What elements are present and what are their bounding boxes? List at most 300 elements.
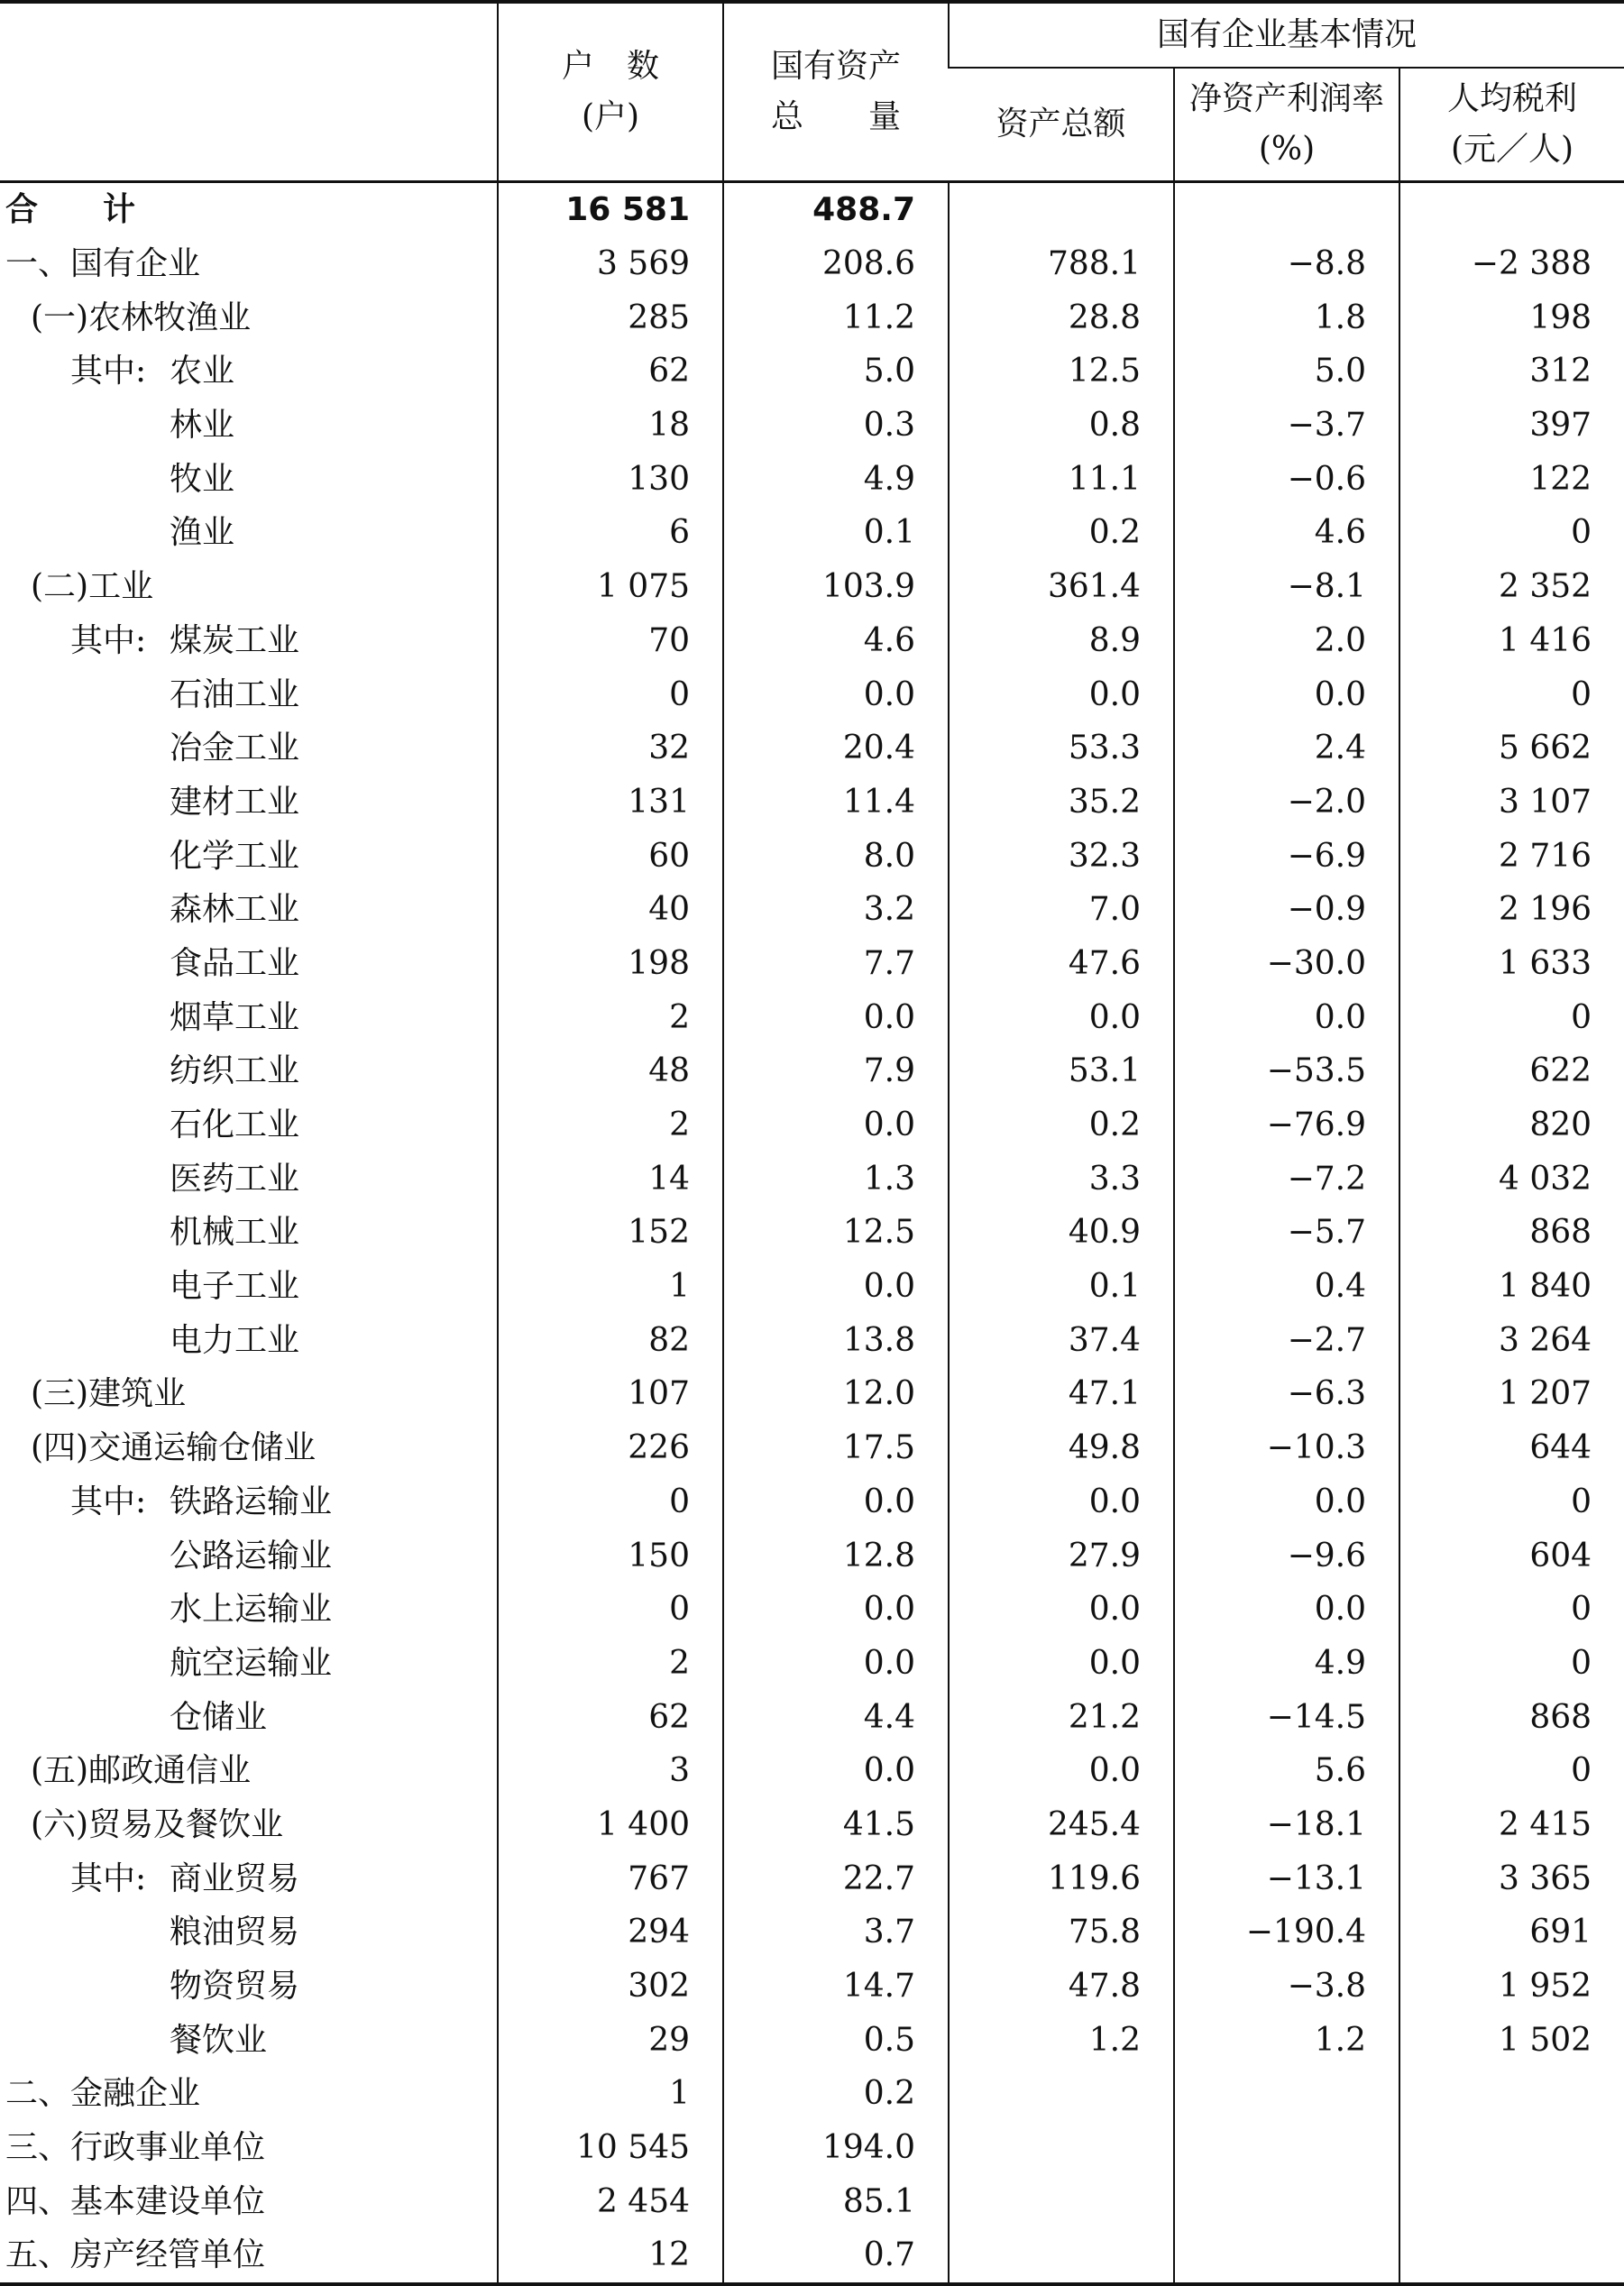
cell-tax: 1 502 (1399, 2013, 1624, 2067)
row-label-text: 纺织工业 (170, 1052, 300, 1090)
row-label-text: 合 计 (5, 190, 136, 229)
table-row (0, 1851, 1624, 1905)
row-label-text: 医药工业 (170, 1160, 300, 1198)
cell-total-assets: 245.4 (949, 1798, 1174, 1852)
row-label-text: 公路运输业 (170, 1537, 333, 1574)
row-label-text: 牧业 (170, 460, 235, 498)
row-label-text: 四、基本建设单位 (5, 2182, 266, 2220)
table-row (0, 344, 1624, 399)
cell-tax: 122 (1399, 452, 1624, 506)
table-body (0, 182, 1624, 2284)
header-soe-group: 国有企业基本情况 (949, 2, 1624, 68)
cell-total-assets: 47.8 (949, 1960, 1174, 2014)
table-row (0, 776, 1624, 830)
row-label-text: (四)交通运输仓储业 (31, 1429, 317, 1467)
table-row (0, 1583, 1624, 1637)
cell-net-return: 0.0 (1174, 667, 1399, 721)
cell-assets: 0.0 (723, 667, 949, 721)
cell-net-return: −6.3 (1174, 1367, 1399, 1421)
cell-assets: 103.9 (723, 560, 949, 614)
cell-net-return: −8.8 (1174, 237, 1399, 291)
row-label-text: 一、国有企业 (5, 245, 201, 283)
cell-total-assets: 28.8 (949, 290, 1174, 344)
cell-tax: 2 415 (1399, 1798, 1624, 1852)
row-label-text: 物资贸易 (170, 1968, 300, 2006)
row-label (0, 1367, 498, 1421)
row-label-prefix: 其中: (70, 1483, 147, 1520)
row-label (0, 1098, 498, 1152)
table-row (0, 452, 1624, 506)
row-label (0, 399, 498, 453)
cell-assets: 13.8 (723, 1313, 949, 1367)
cell-tax: 0 (1399, 1637, 1624, 1691)
table-row (0, 2121, 1624, 2175)
cell-total-assets: 0.0 (949, 1583, 1174, 1637)
cell-assets: 0.2 (723, 2067, 949, 2121)
row-label (0, 1637, 498, 1691)
cell-total-assets: 47.6 (949, 937, 1174, 991)
header-households (498, 2, 723, 182)
cell-tax: 868 (1399, 1206, 1624, 1260)
cell-assets: 0.0 (723, 1744, 949, 1798)
cell-households: 62 (498, 344, 723, 399)
cell-net-return: −14.5 (1174, 1690, 1399, 1744)
cell-tax: 0 (1399, 1475, 1624, 1529)
row-label-text: 烟草工业 (170, 998, 300, 1036)
row-label-prefix: 其中: (70, 353, 147, 390)
row-label-text: 建材工业 (170, 783, 300, 821)
row-label (0, 937, 498, 991)
cell-tax (1399, 182, 1624, 237)
row-label (0, 1206, 498, 1260)
cell-assets: 7.9 (723, 1044, 949, 1098)
cell-assets: 1.3 (723, 1152, 949, 1206)
row-label (0, 182, 498, 237)
cell-households: 10 545 (498, 2121, 723, 2175)
cell-tax: 0 (1399, 667, 1624, 721)
header-tax-line1: 人均税利 (1447, 80, 1578, 117)
row-label-text: (五)邮政通信业 (31, 1752, 252, 1790)
row-label-text: (三)建筑业 (31, 1375, 187, 1413)
cell-total-assets: 0.0 (949, 667, 1174, 721)
cell-tax: 1 840 (1399, 1260, 1624, 1314)
cell-net-return: −9.6 (1174, 1529, 1399, 1583)
cell-total-assets: 27.9 (949, 1529, 1174, 1583)
cell-tax (1399, 2121, 1624, 2175)
cell-tax: 397 (1399, 399, 1624, 453)
cell-total-assets (949, 2121, 1174, 2175)
table-row (0, 721, 1624, 776)
cell-tax: 868 (1399, 1690, 1624, 1744)
cell-assets: 0.1 (723, 506, 949, 560)
table-row (0, 1206, 1624, 1260)
row-label (0, 1744, 498, 1798)
cell-assets: 5.0 (723, 344, 949, 399)
row-label (0, 1905, 498, 1960)
cell-households: 198 (498, 937, 723, 991)
row-label-text: 森林工业 (170, 891, 300, 929)
header-net-return (1174, 68, 1399, 182)
cell-total-assets: 119.6 (949, 1851, 1174, 1905)
cell-net-return: −7.2 (1174, 1152, 1399, 1206)
cell-assets: 0.0 (723, 990, 949, 1044)
cell-assets: 12.5 (723, 1206, 949, 1260)
cell-tax: 820 (1399, 1098, 1624, 1152)
cell-total-assets: 788.1 (949, 237, 1174, 291)
row-label (0, 1851, 498, 1905)
cell-tax: 1 952 (1399, 1960, 1624, 2014)
row-label (0, 1313, 498, 1367)
table-row (0, 560, 1624, 614)
row-label-text: 冶金工业 (170, 730, 300, 767)
table-row (0, 990, 1624, 1044)
cell-tax: 0 (1399, 506, 1624, 560)
cell-households: 2 (498, 1637, 723, 1691)
cell-net-return: 4.6 (1174, 506, 1399, 560)
cell-assets: 488.7 (723, 182, 949, 237)
cell-assets: 0.0 (723, 1098, 949, 1152)
cell-assets: 0.3 (723, 399, 949, 453)
header-total-assets (949, 68, 1174, 182)
cell-net-return: −6.9 (1174, 829, 1399, 883)
table-row (0, 2067, 1624, 2121)
row-label (0, 1260, 498, 1314)
cell-total-assets (949, 2174, 1174, 2228)
table-row (0, 2013, 1624, 2067)
cell-tax: 644 (1399, 1421, 1624, 1475)
table-row (0, 1260, 1624, 1314)
cell-tax: −2 388 (1399, 237, 1624, 291)
row-label (0, 2067, 498, 2121)
cell-households: 0 (498, 667, 723, 721)
row-label-text: 铁路运输业 (170, 1483, 333, 1520)
cell-households: 16 581 (498, 182, 723, 237)
cell-net-return: 0.0 (1174, 990, 1399, 1044)
cell-tax: 0 (1399, 990, 1624, 1044)
cell-households: 302 (498, 1960, 723, 2014)
row-label (0, 237, 498, 291)
row-label (0, 614, 498, 668)
table-row (0, 1044, 1624, 1098)
cell-assets: 4.9 (723, 452, 949, 506)
row-label (0, 1529, 498, 1583)
cell-assets: 0.0 (723, 1637, 949, 1691)
cell-assets: 0.0 (723, 1583, 949, 1637)
cell-tax (1399, 2174, 1624, 2228)
cell-assets: 17.5 (723, 1421, 949, 1475)
row-label-header (0, 2, 498, 182)
cell-households: 285 (498, 290, 723, 344)
table-row (0, 1475, 1624, 1529)
table-row (0, 1529, 1624, 1583)
row-label-text: (六)贸易及餐饮业 (31, 1805, 284, 1843)
cell-households: 32 (498, 721, 723, 776)
cell-tax (1399, 2067, 1624, 2121)
cell-households: 1 (498, 1260, 723, 1314)
row-label-prefix: 其中: (70, 621, 147, 659)
row-label (0, 883, 498, 937)
table-row (0, 1098, 1624, 1152)
row-label-text: 林业 (170, 407, 235, 445)
row-label (0, 452, 498, 506)
row-label (0, 506, 498, 560)
cell-total-assets: 361.4 (949, 560, 1174, 614)
cell-households: 1 (498, 2067, 723, 2121)
cell-households: 70 (498, 614, 723, 668)
row-label (0, 776, 498, 830)
header-state-assets (723, 2, 949, 182)
cell-assets: 11.2 (723, 290, 949, 344)
cell-net-return: 0.0 (1174, 1583, 1399, 1637)
cell-tax: 2 196 (1399, 883, 1624, 937)
cell-total-assets: 47.1 (949, 1367, 1174, 1421)
cell-assets: 0.0 (723, 1475, 949, 1529)
row-label-text: 餐饮业 (170, 2021, 268, 2059)
header-households-line1: 户 数 (561, 48, 659, 85)
cell-total-assets: 40.9 (949, 1206, 1174, 1260)
cell-tax: 3 107 (1399, 776, 1624, 830)
row-label (0, 1152, 498, 1206)
table-row (0, 1690, 1624, 1744)
cell-net-return (1174, 2067, 1399, 2121)
cell-assets: 22.7 (723, 1851, 949, 1905)
row-label-text: 电力工业 (170, 1321, 300, 1359)
cell-net-return: −8.1 (1174, 560, 1399, 614)
cell-households: 767 (498, 1851, 723, 1905)
cell-tax: 1 633 (1399, 937, 1624, 991)
header-net-return-line2: (%) (1258, 131, 1316, 168)
cell-assets: 0.7 (723, 2228, 949, 2284)
row-label-prefix: 其中: (70, 1859, 147, 1897)
cell-households: 0 (498, 1583, 723, 1637)
cell-households: 0 (498, 1475, 723, 1529)
row-label-text: 二、金融企业 (5, 2075, 201, 2113)
row-label-text: 石油工业 (170, 675, 300, 713)
cell-net-return: −0.9 (1174, 883, 1399, 937)
cell-assets: 11.4 (723, 776, 949, 830)
cell-assets: 8.0 (723, 829, 949, 883)
cell-households: 18 (498, 399, 723, 453)
cell-tax: 4 032 (1399, 1152, 1624, 1206)
row-label-text: 化学工业 (170, 837, 300, 875)
cell-net-return: 5.6 (1174, 1744, 1399, 1798)
row-label-text: 仓储业 (170, 1698, 268, 1736)
cell-total-assets (949, 182, 1174, 237)
cell-tax: 3 365 (1399, 1851, 1624, 1905)
table-row (0, 237, 1624, 291)
cell-households: 150 (498, 1529, 723, 1583)
cell-households: 60 (498, 829, 723, 883)
cell-tax: 2 352 (1399, 560, 1624, 614)
row-label (0, 1690, 498, 1744)
cell-net-return (1174, 2121, 1399, 2175)
row-label (0, 2228, 498, 2284)
cell-total-assets: 11.1 (949, 452, 1174, 506)
cell-assets: 85.1 (723, 2174, 949, 2228)
cell-assets: 4.4 (723, 1690, 949, 1744)
cell-assets: 12.8 (723, 1529, 949, 1583)
cell-total-assets: 32.3 (949, 829, 1174, 883)
row-label-text: 渔业 (170, 514, 235, 552)
cell-net-return (1174, 2174, 1399, 2228)
cell-households: 294 (498, 1905, 723, 1960)
cell-households: 2 (498, 990, 723, 1044)
cell-assets: 3.7 (723, 1905, 949, 1960)
table-row (0, 937, 1624, 991)
table-row (0, 667, 1624, 721)
cell-total-assets: 53.1 (949, 1044, 1174, 1098)
cell-total-assets: 21.2 (949, 1690, 1174, 1744)
cell-households: 82 (498, 1313, 723, 1367)
row-label (0, 1798, 498, 1852)
cell-households: 40 (498, 883, 723, 937)
cell-total-assets: 0.2 (949, 1098, 1174, 1152)
cell-total-assets: 1.2 (949, 2013, 1174, 2067)
cell-assets: 12.0 (723, 1367, 949, 1421)
row-label (0, 990, 498, 1044)
cell-tax: 198 (1399, 290, 1624, 344)
cell-net-return: 1.2 (1174, 2013, 1399, 2067)
cell-net-return: −30.0 (1174, 937, 1399, 991)
cell-total-assets (949, 2228, 1174, 2284)
cell-assets: 0.5 (723, 2013, 949, 2067)
cell-net-return: 5.0 (1174, 344, 1399, 399)
row-label (0, 721, 498, 776)
cell-net-return (1174, 182, 1399, 237)
cell-net-return: 2.4 (1174, 721, 1399, 776)
cell-tax: 5 662 (1399, 721, 1624, 776)
row-label-text: 电子工业 (170, 1268, 300, 1306)
row-label (0, 829, 498, 883)
table-row (0, 829, 1624, 883)
table-row (0, 506, 1624, 560)
cell-households: 107 (498, 1367, 723, 1421)
cell-tax: 312 (1399, 344, 1624, 399)
cell-assets: 7.7 (723, 937, 949, 991)
header-tax-line2: (元／人) (1450, 131, 1574, 168)
cell-tax: 3 264 (1399, 1313, 1624, 1367)
table-row (0, 1152, 1624, 1206)
header-net-return-line1: 净资产利润率 (1188, 80, 1384, 117)
row-label (0, 1583, 498, 1637)
row-label (0, 560, 498, 614)
header-state-assets-line1: 国有资产 (770, 48, 901, 85)
cell-net-return: −76.9 (1174, 1098, 1399, 1152)
cell-households: 3 569 (498, 237, 723, 291)
table-row (0, 1905, 1624, 1960)
cell-net-return: −0.6 (1174, 452, 1399, 506)
cell-total-assets: 0.1 (949, 1260, 1174, 1314)
row-label-text: (二)工业 (31, 568, 154, 606)
row-label (0, 1960, 498, 2014)
cell-households: 152 (498, 1206, 723, 1260)
cell-households: 1 400 (498, 1798, 723, 1852)
cell-net-return: −3.7 (1174, 399, 1399, 453)
cell-tax: 0 (1399, 1744, 1624, 1798)
row-label-text: 航空运输业 (170, 1644, 333, 1682)
header-state-assets-line2: 总 量 (770, 98, 901, 135)
cell-total-assets: 0.0 (949, 1475, 1174, 1529)
cell-total-assets: 0.0 (949, 1637, 1174, 1691)
cell-households: 48 (498, 1044, 723, 1098)
cell-net-return: 1.8 (1174, 290, 1399, 344)
header-tax-per-capita (1399, 68, 1624, 182)
row-label (0, 344, 498, 399)
cell-total-assets: 12.5 (949, 344, 1174, 399)
cell-households: 130 (498, 452, 723, 506)
cell-total-assets (949, 2067, 1174, 2121)
cell-net-return: −10.3 (1174, 1421, 1399, 1475)
row-label-text: 食品工业 (170, 944, 300, 982)
row-label-text: (一)农林牧渔业 (31, 298, 252, 336)
cell-households: 62 (498, 1690, 723, 1744)
header-households-line2: (户) (581, 98, 640, 135)
cell-assets: 4.6 (723, 614, 949, 668)
row-label (0, 290, 498, 344)
cell-net-return: −3.8 (1174, 1960, 1399, 2014)
cell-tax: 622 (1399, 1044, 1624, 1098)
row-label (0, 2174, 498, 2228)
cell-net-return: −53.5 (1174, 1044, 1399, 1098)
cell-total-assets: 8.9 (949, 614, 1174, 668)
table-row (0, 1421, 1624, 1475)
cell-assets: 208.6 (723, 237, 949, 291)
cell-tax: 691 (1399, 1905, 1624, 1960)
cell-tax: 0 (1399, 1583, 1624, 1637)
cell-net-return: −18.1 (1174, 1798, 1399, 1852)
table-row (0, 2228, 1624, 2284)
table-row (0, 1744, 1624, 1798)
table-row (0, 1637, 1624, 1691)
cell-net-return: −5.7 (1174, 1206, 1399, 1260)
row-label-text: 商业贸易 (170, 1859, 300, 1897)
row-label (0, 667, 498, 721)
row-label (0, 1475, 498, 1529)
cell-total-assets: 0.8 (949, 399, 1174, 453)
cell-assets: 41.5 (723, 1798, 949, 1852)
cell-total-assets: 3.3 (949, 1152, 1174, 1206)
cell-households: 131 (498, 776, 723, 830)
cell-assets: 20.4 (723, 721, 949, 776)
cell-households: 2 (498, 1098, 723, 1152)
cell-assets: 194.0 (723, 2121, 949, 2175)
row-label-text: 三、行政事业单位 (5, 2129, 266, 2167)
cell-total-assets: 49.8 (949, 1421, 1174, 1475)
table-row (0, 614, 1624, 668)
cell-net-return: −2.7 (1174, 1313, 1399, 1367)
cell-net-return: 0.4 (1174, 1260, 1399, 1314)
table-header (0, 2, 1624, 182)
table-row (0, 883, 1624, 937)
row-label-text: 水上运输业 (170, 1591, 333, 1629)
cell-total-assets: 37.4 (949, 1313, 1174, 1367)
cell-net-return: 4.9 (1174, 1637, 1399, 1691)
cell-households: 1 075 (498, 560, 723, 614)
cell-households: 6 (498, 506, 723, 560)
cell-total-assets: 0.0 (949, 990, 1174, 1044)
row-label (0, 1044, 498, 1098)
cell-total-assets: 0.2 (949, 506, 1174, 560)
cell-tax: 1 207 (1399, 1367, 1624, 1421)
cell-assets: 0.0 (723, 1260, 949, 1314)
row-label-text: 煤炭工业 (170, 621, 300, 659)
table-row (0, 290, 1624, 344)
cell-total-assets: 0.0 (949, 1744, 1174, 1798)
cell-assets: 14.7 (723, 1960, 949, 2014)
cell-net-return (1174, 2228, 1399, 2284)
row-label-text: 农业 (170, 353, 235, 390)
row-label (0, 2013, 498, 2067)
